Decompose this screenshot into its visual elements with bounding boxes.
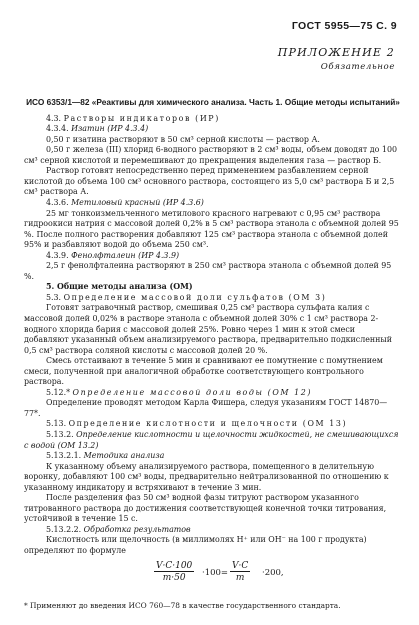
paragraph: Готовят затравочный раствор, смешивая 0,25 см³ раствора сульфата калия с массовой долей 0,02% в растворе этанола с объемной долей 30% с 1 см³ раствора 2-водного хлорида бария с массовой долей 25%. Ровно через 1 мин к этой смеси добавляют указанный объем анализируемого раствора, предварительно подкисленный 0,5 см³ раствора соляной кислоты с массовой долей 20 %.: [24, 303, 392, 355]
section-4-3-9: 4.3.9. Фенолфталеин (ИР 4.3.9): [46, 250, 180, 260]
section-5-13-2-2: 5.13.2.2. Обработка результатов: [46, 524, 191, 534]
section-4-3-6: 4.3.6. Метиловый красный (ИР 4.3.6): [46, 197, 204, 207]
section-4-3: 4.3. Растворы индикаторов (ИР): [46, 113, 220, 123]
fraction-2-denominator: m: [235, 573, 245, 584]
appendix-subtitle: Обязательное: [320, 62, 395, 72]
footnote: * Применяют до введения ИСО 760—78 в качестве государственного стандарта.: [24, 600, 341, 610]
fraction-1-numerator: V·C·100: [156, 560, 193, 571]
paragraph: 0,50 г железа (III) хлорид 6-водного растворяют в 2 см³ воды, объем доводят до 100 см³ серной кислотой и перемешивают до прекращения выделения газа — раствор Б.: [24, 145, 397, 165]
section-4-3-4: 4.3.4. Изатин (ИР 4.3.4): [46, 124, 149, 134]
paragraph: Определение проводят методом Карла Фишера, следуя указаниям ГОСТ 14870—77*.: [24, 398, 388, 418]
paragraph: Смесь отстаивают в течение 5 мин и сравнивают ее помутнение с помутнением смеси, полученной при аналогичной обработке соответствующего контрольного раствора.: [24, 356, 383, 387]
standard-header: ГОСТ 5955—75 С. 9: [291, 20, 397, 32]
fraction-1-denominator: m·50: [162, 573, 186, 584]
paragraph: К указанному объему анализируемого раствора, помещенного в делительную воронку, добавляют 100 см³ воды, предварительно нейтрализованной по отношению к указанному индикатору и встряхивают в течение 3 мин.: [24, 461, 389, 492]
formula-middle: ·100=: [202, 567, 229, 578]
paragraph: После разделения фаз 50 см³ водной фазы титруют раствором указанного титрованного раствора до достижения соответствующей конечной точки титрования, устойчивой в течение 15 с.: [24, 493, 387, 524]
section-5-13: 5.13. Определение кислотности и щелочности (ОМ 13): [46, 419, 348, 429]
paragraph: Кислотность или щелочность (в миллимолях H⁺ или OH⁻ на 100 г продукта) определяют по формуле: [24, 535, 367, 556]
section-5-12: 5.12.* Определение массовой доли воды (ОМ 12): [46, 387, 313, 397]
formula: [24, 559, 402, 599]
appendix-block: [278, 46, 395, 72]
fraction-2: [230, 561, 250, 584]
fraction-1: [154, 561, 194, 584]
paragraph: 2,5 г фенолфталеина растворяют в 250 см³ раствора этанола с объемной долей 95 %.: [24, 261, 392, 281]
formula-tail: ·200,: [262, 567, 284, 578]
section-5: 5. Общие методы анализа (ОМ): [46, 282, 193, 292]
section-5-13-2-1: 5.13.2.1. Методика анализа: [46, 451, 165, 461]
paragraph: 0,50 г изатина растворяют в 50 см³ серной кислоты — раствор А.: [46, 134, 320, 144]
paragraph: Раствор готовят непосредственно перед применением разбавлением серной кислотой до объема 100 см³ основного раствора, состоящего из 5,0 см³ раствора Б и 2,5 см³ раствора А.: [24, 166, 395, 197]
section-5-3: 5.3. Определение массовой доли сульфатов (ОМ 3): [46, 292, 327, 302]
paragraph: 25 мг тонкоизмельченного метилового красного нагревают с 0,95 см³ раствора гидроокиси натрия с массовой долей 0,2% в 5 см³ раствора этанола с объемной долей 95 %. После полного растворения добавляют 125 см³ раствора этанола с объемной долей 95% и разбавляют водой до объема 250 см³.: [24, 208, 399, 250]
section-5-13-2: 5.13.2. Определение кислотности и щелочности жидкостей, не смешивающихся с водой (ОМ 13.2): [24, 430, 399, 450]
iso-title: ИСО 6353/1—82 «Реактивы для химического анализа. Часть 1. Общие методы испытаний»: [26, 97, 400, 107]
body-text: [24, 97, 402, 611]
appendix-title: ПРИЛОЖЕНИЕ 2: [277, 46, 395, 59]
fraction-2-numerator: V·C: [232, 560, 249, 571]
